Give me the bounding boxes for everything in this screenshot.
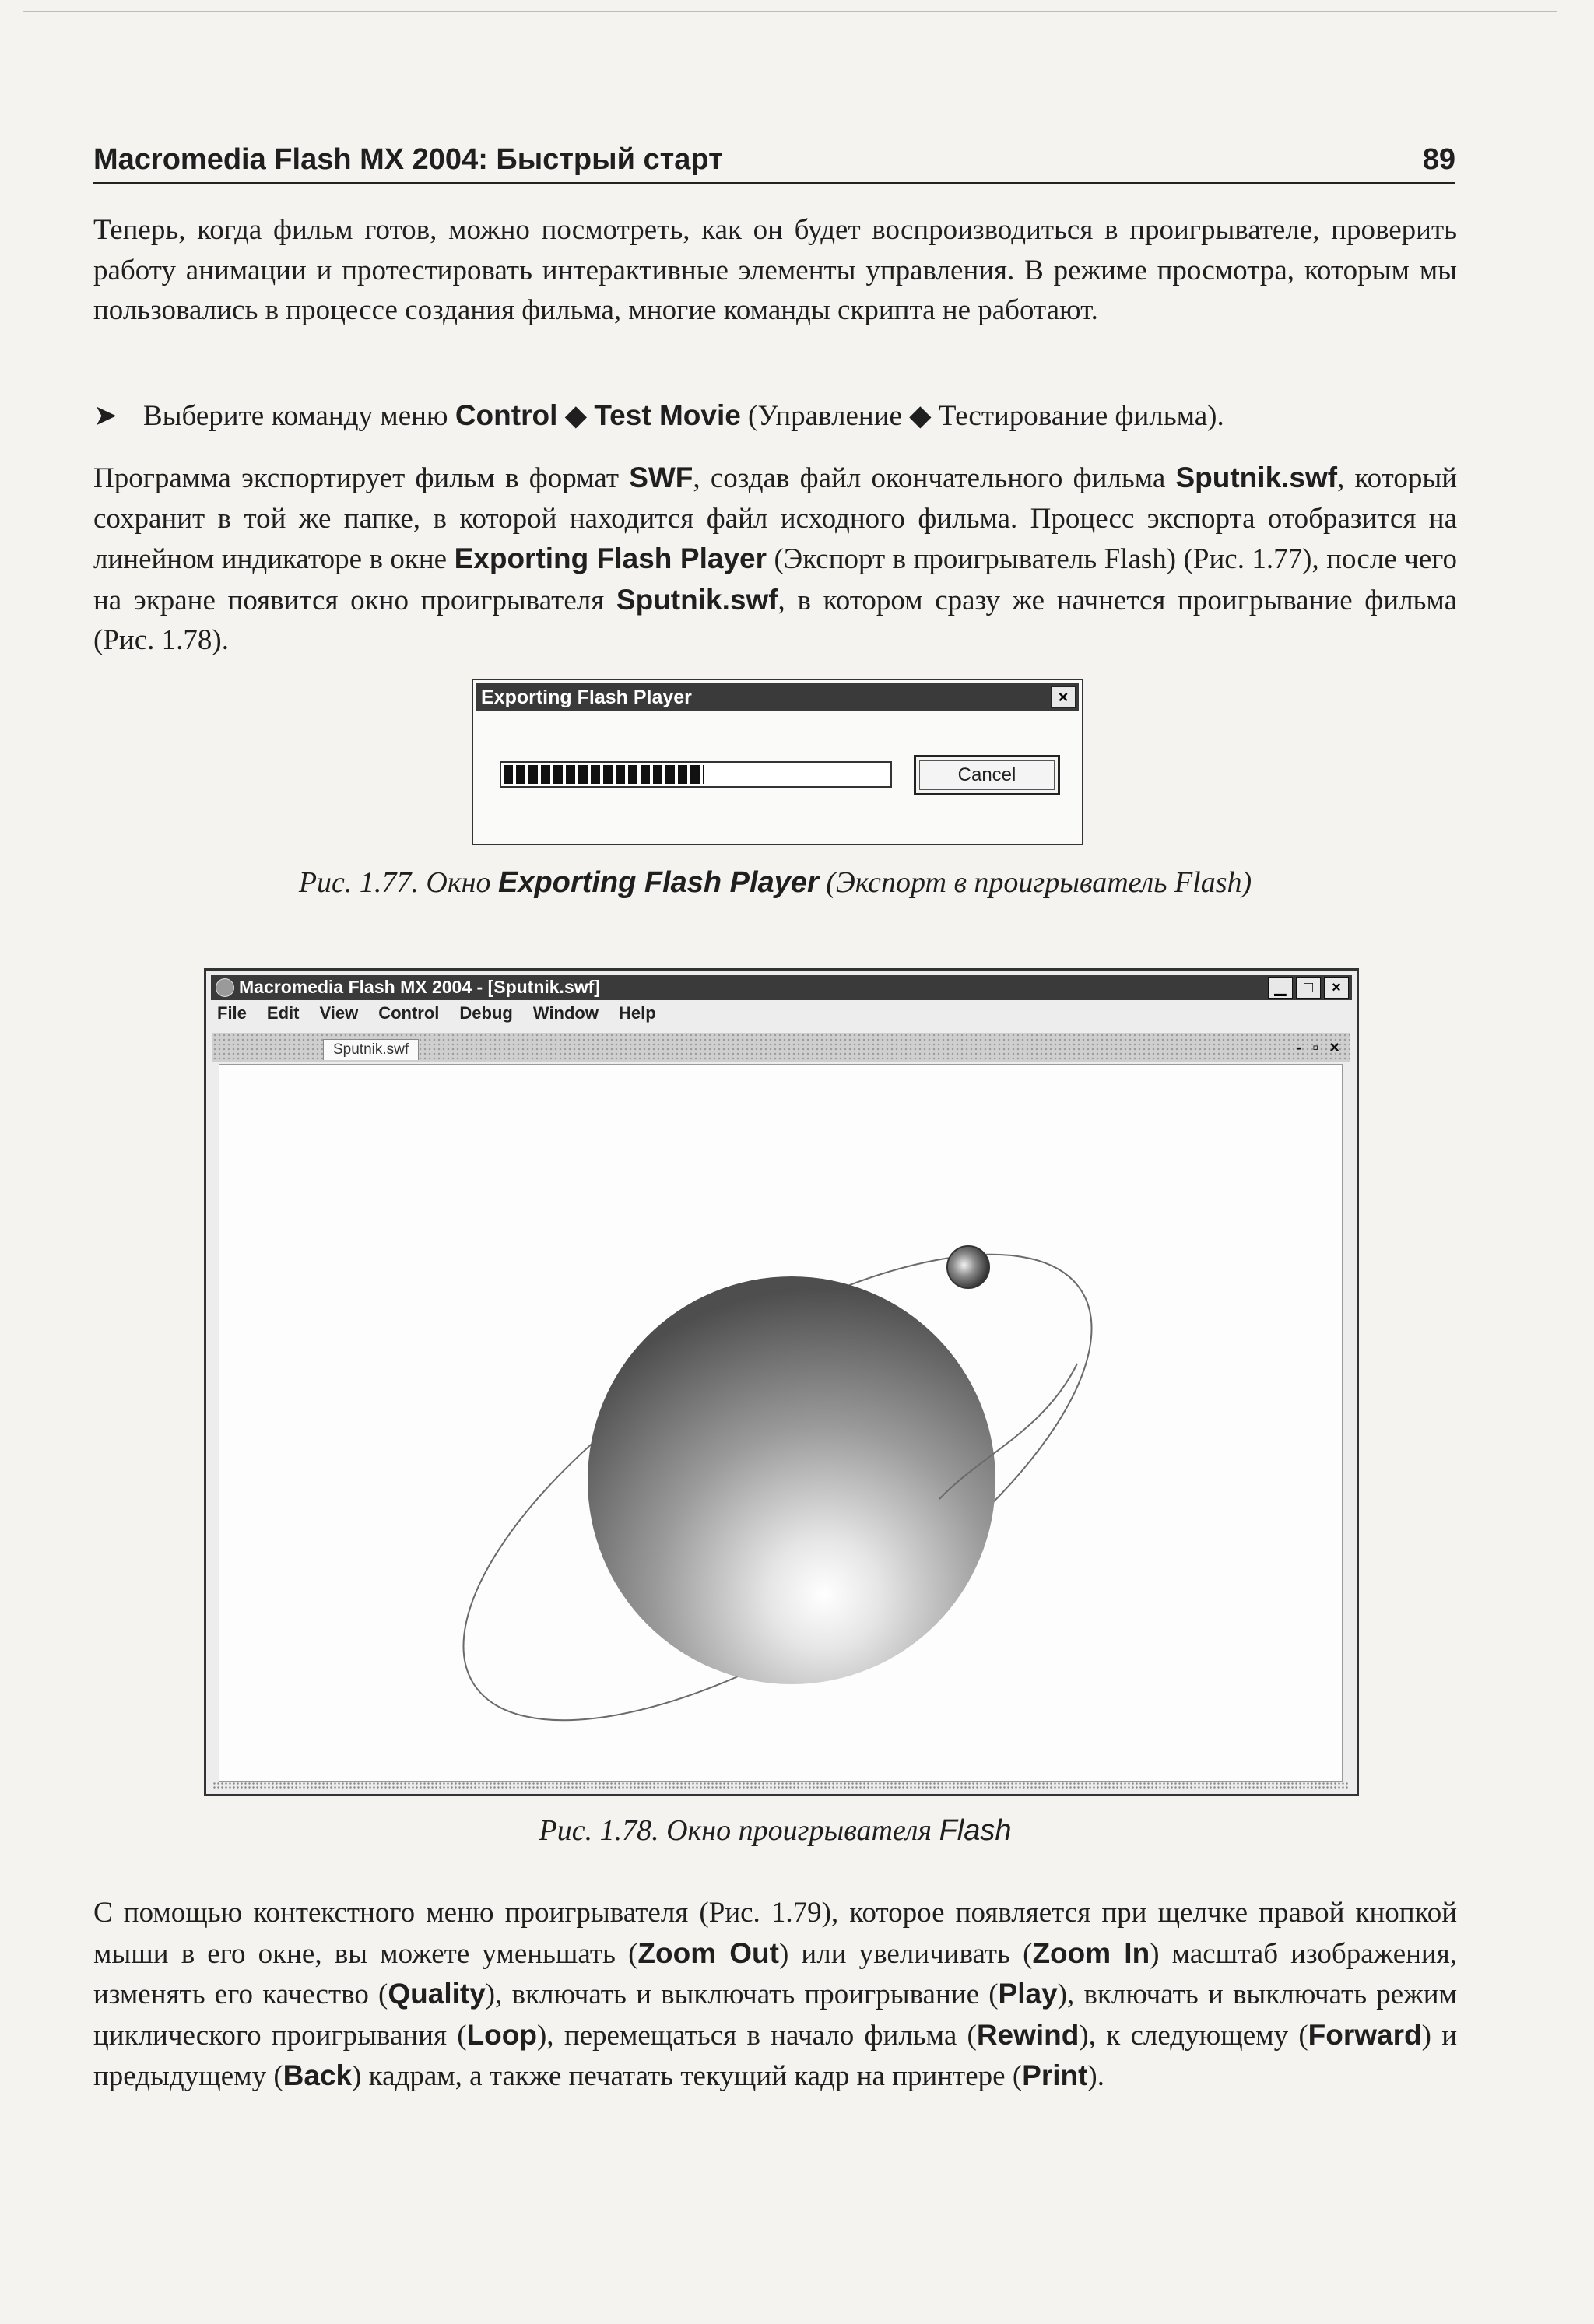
p3-loop: Loop [466, 2018, 537, 2051]
p3-rewind: Rewind [976, 2018, 1080, 2051]
p3-text-9: ) кадрам, а также печатать текущий кадр на принтере ( [352, 2060, 1023, 2092]
p3-text-2: ) или увеличивать ( [778, 1937, 1033, 1970]
p2-bold-filename: Sputnik.swf [1175, 462, 1338, 493]
progress-fill [504, 765, 704, 784]
document-tab-bar [212, 1033, 1350, 1062]
p3-print: Print [1022, 2059, 1088, 2091]
caption2-prefix: Рис. 1.78. Окно проигрывателя [539, 1814, 939, 1847]
p3-back: Back [283, 2059, 353, 2091]
running-title: Macromedia Flash MX 2004: Быстрый старт [93, 143, 723, 176]
player-titlebar [211, 975, 1352, 1000]
doc-minimize-icon[interactable]: - [1296, 1037, 1302, 1057]
bullet-text-after: (Управление ◆ Тестирование фильма). [740, 400, 1224, 432]
p2-text-2: , создав файл окончательного фильма [693, 462, 1176, 494]
paragraph-3 [93, 1893, 1457, 2097]
bullet-arrow-icon: ➤ [93, 400, 118, 432]
page-number: 89 [1422, 143, 1455, 176]
player-title: Macromedia Flash MX 2004 - [Sputnik.swf] [239, 977, 600, 997]
bullet-separator: ◆ [557, 400, 595, 432]
document-controls [1285, 1037, 1339, 1058]
menu-debug[interactable]: Debug [459, 1003, 513, 1023]
dialog-title: Exporting Flash Player [481, 686, 692, 708]
figure-caption-1-78 [93, 1813, 1457, 1848]
maximize-icon[interactable]: □ [1296, 977, 1321, 999]
tab-sputnik-swf[interactable]: Sputnik.swf [323, 1039, 419, 1060]
p2-text-1: Программа экспортирует фильм в формат [93, 462, 630, 494]
menu-command-test-movie: Test Movie [594, 399, 741, 431]
dialog-titlebar [476, 683, 1079, 711]
p3-text-7: ), к следующему ( [1079, 2019, 1308, 2052]
menu-control[interactable]: Control [378, 1003, 440, 1023]
window-bottom-border [212, 1782, 1350, 1789]
cancel-button[interactable]: Cancel [914, 755, 1060, 795]
menu-window[interactable]: Window [532, 1003, 599, 1023]
paragraph-1: Теперь, когда фильм готов, можно посмотреть, как он будет воспроизводиться в проигрывателе, проверить работу анимации и протестировать интерактивные элементы управления. В режиме просмотра, которым мы пользовались в процессе создания фильма, многие команды скрипта не работают. [93, 214, 1457, 326]
p3-play: Play [998, 1978, 1058, 2010]
page-header [93, 143, 1455, 184]
doc-close-icon[interactable]: × [1329, 1037, 1339, 1057]
paragraph-2 [93, 458, 1457, 661]
p2-bold-filename-2: Sputnik.swf [616, 583, 778, 616]
caption1-bold: Exporting Flash Player [497, 866, 819, 899]
close-window-icon[interactable]: × [1324, 977, 1349, 999]
menu-help[interactable]: Help [619, 1003, 656, 1023]
caption2-suffix: Flash [939, 1814, 1012, 1847]
p3-text-3: ) масштаб изображения, изменять его качество ( [93, 1937, 1457, 2010]
p2-bold-swf: SWF [629, 462, 693, 493]
figure-caption-1-77 [93, 865, 1457, 900]
sputnik-moon [947, 1246, 989, 1288]
flash-app-icon [216, 978, 234, 997]
p3-text-5: ), включать и выключать режим циклического проигрывания ( [93, 1978, 1458, 2052]
p3-text-1: С помощью контекстного меню проигрывателя (Рис. 1.79), которое появляется при щелчке правой кнопкой мыши в его окне, вы можете уменьшать ( [93, 1897, 1457, 1970]
p3-quality: Quality [388, 1978, 486, 2010]
export-progress-bar [500, 761, 892, 788]
window-buttons [1265, 977, 1349, 999]
movie-stage[interactable] [219, 1064, 1343, 1782]
menu-edit[interactable]: Edit [266, 1003, 300, 1023]
close-icon[interactable]: × [1051, 686, 1076, 708]
p3-text-10: ). [1087, 2060, 1104, 2092]
p3-forward: Forward [1308, 2018, 1422, 2051]
menu-command-control: Control [455, 399, 558, 431]
caption1-suffix: (Экспорт в проигрыватель Flash) [818, 866, 1252, 899]
p2-text-3: , который сохранит в той же папке, в которой находится файл исходного фильма. Процесс экспорта отобразится на линейном индикаторе в окне [93, 462, 1457, 575]
p2-bold-exporting: Exporting Flash Player [454, 542, 767, 574]
minimize-icon[interactable]: ▁ [1268, 977, 1293, 999]
player-menu-bar [217, 1003, 676, 1023]
p2-text-4: (Экспорт в проигрыватель Flash) (Рис. 1.77), после чего на экране появится окно проигрывателя [93, 543, 1458, 616]
sputnik-animation [219, 1065, 1340, 1779]
flash-player-window [204, 968, 1359, 1796]
p3-text-8: ) и предыдущему ( [93, 2019, 1458, 2092]
p3-zoom-out: Zoom Out [637, 1936, 779, 1969]
planet [588, 1276, 995, 1684]
exporting-dialog [472, 679, 1083, 845]
bullet-text-before: Выберите команду меню [143, 400, 455, 432]
top-rule [23, 11, 1557, 12]
p3-zoom-in: Zoom In [1032, 1936, 1150, 1969]
p3-text-6: ), перемещаться в начало фильма ( [536, 2019, 977, 2052]
menu-file[interactable]: File [217, 1003, 247, 1023]
p2-text-5: , в котором сразу же начнется проигрывание фильма (Рис. 1.78). [93, 584, 1457, 656]
menu-view[interactable]: View [319, 1003, 359, 1023]
bullet-instruction [93, 395, 1457, 436]
caption1-prefix: Рис. 1.77. Окно [298, 866, 498, 899]
doc-restore-icon[interactable]: ▫ [1312, 1037, 1319, 1057]
p3-text-4: ), включать и выключать проигрывание ( [485, 1978, 999, 2010]
